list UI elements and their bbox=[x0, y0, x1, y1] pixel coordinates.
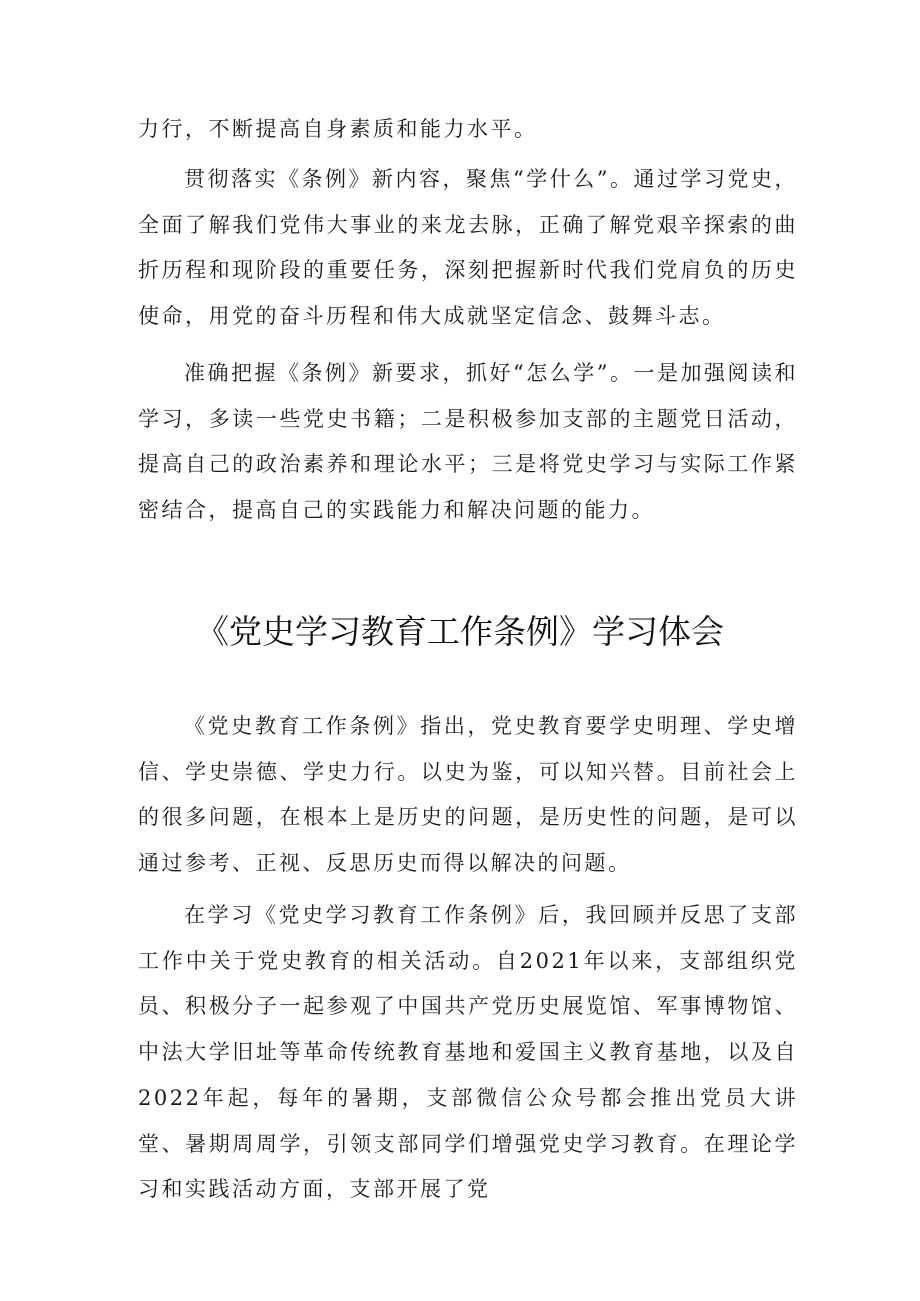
paragraph-how-to-learn: 准确把握《条例》新要求，抓好“怎么学”。一是加强阅读和学习，多读一些党史书籍；二是积极参加支部的主题党日活动，提高自己的政治素养和理论水平；三是将党史学习与实际工作紧密结合，提高自己的实践能力和解决问题的能力。 bbox=[138, 361, 798, 523]
paragraph-continuation: 力行，不断提高自身素质和能力水平。 bbox=[138, 117, 538, 141]
section-title: 《党史学习教育工作条例》学习体会 bbox=[196, 612, 724, 651]
paragraph-what-to-learn: 贯彻落实《条例》新内容，聚焦“学什么”。通过学习党史，全面了解我们党伟大事业的来龙去脉，正确了解党艰辛探索的曲折历程和现阶段的重要任务，深刻把握新时代我们党肩负的历史使命，用党的奋斗历程和伟大成就坚定信念、鼓舞斗志。 bbox=[138, 167, 798, 329]
paragraph-intro: 《党史教育工作条例》指出，党史教育要学史明理、学史增信、学史崇德、学史力行。以史为鉴，可以知兴替。目前社会上的很多问题，在根本上是历史的问题，是历史性的问题，是可以通过参考、正视、反思历史而得以解决的问题。 bbox=[138, 714, 798, 876]
paragraph-review: 在学习《党史学习教育工作条例》后，我回顾并反思了支部工作中关于党史教育的相关活动。自2021年以来，支部组织党员、积极分子一起参观了中国共产党历史展览馆、军事博物馆、中法大学旧址等革命传统教育基地和爱国主义教育基地，以及自2022年起，每年的暑期，支部微信公众号都会推出党员大讲堂、暑期周周学，引领支部同学们增强党史学习教育。在理论学习和实践活动方面，支部开展了党 bbox=[138, 903, 798, 1202]
